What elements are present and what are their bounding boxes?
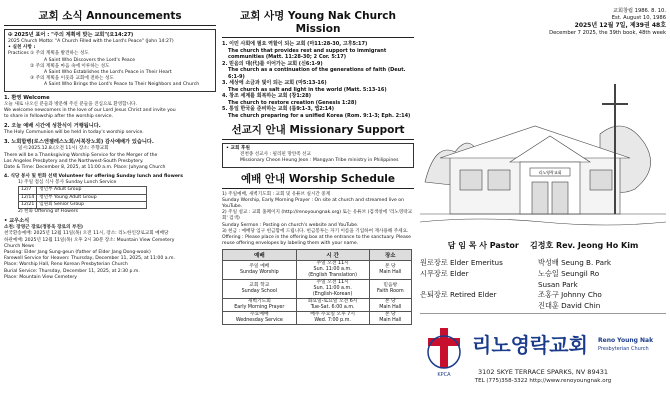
table-row: 주일 예배 Sunday Worship 주일 오전 11시 Sun. 11:00 a.m. (English Translation) 본 당 Main Hall [223,261,412,280]
church-sign: 리노영락교회 [538,170,562,175]
church-logo [420,313,666,383]
logo-english-2: Presbyterian Church [598,346,649,352]
mission-column [222,8,414,325]
table-row: 12/14 청년부 Young Adult Group [19,194,147,201]
kpca-label: KPCA [437,372,451,378]
missionary-box: • 교회 후원 전천종 선교사 : 필리핀 망얀족 선교 Missionary Cheon Heung Jeon : Mangyan Tribe ministry in Philippines [222,143,414,168]
list-item: 원로장로 Elder Emeritus 박성배 Seung B. Park [420,258,612,267]
logo-korean: 리노영락교회 [472,333,588,357]
table-row: 12/7 청년부 Adult Group [19,187,147,194]
item-welcome: 1. 환영 Welcome 오늘 새로 나오신 분들과 방문해 주신 분들을 진심으로 환영합니다. We welcome newcomers in the love of our Lord Jesus Christ and invite you to share in fellowship after the worship service. [4,94,176,119]
list-item: 3. 세상에 소금과 빛이 되는 교회 (마5:13-16) The church as salt and light in the world (Matt. 5:13-16) [222,80,387,93]
list-item: 1. 이민 사회에 필요 역할이 되는 교회 (마11:28-30, 고후5:17) The church that provides rest and support to immigrant communities (Matt. 11:28-30; 2 Cor. 5:17) [222,41,387,60]
table-row: 새벽기도회 Early Morning Prayer 화요일-토요일 오전 6시 Tue-Sat. 6:00 a.m. 본 당 Main Hall [223,299,412,312]
list-item: 시무장로 Elder 노승일 Seungil Ro [420,268,600,278]
motto-box [4,29,216,92]
elders-list [420,258,666,312]
practice-3-ko: ③ 주의 계획을 이웃과 교회에 전하는 성도 [30,76,114,82]
list-item: 은퇴장로 Retired Elder 조홍구 Johnny Cho [420,290,602,300]
list-item: 4. 창조 세계를 회복하는 교회 (창1:28) The church to restore creation (Genesis 1:28) [222,93,357,106]
logo-graphic [420,314,666,384]
item-church-news: • 교우소식 소천: 장영근 장로(정봉욱 장로의 부친) 천국환송예배: 2025년 12월 11일(목) 오전 11시, 장소: 리노한인장로교회 예배당 하관예배: 2025년 12월 11일(목) 오후 2시 30분 장소: Mountain View Cemetery Church News Passing: Elder Jang Sung-geun (father of Elder Jang Dong-wook) Farewell Service for Heaven: Thursday, December 11, 2025, at 11:00 a.m. Place: Worship Hall, Reno Korean Presbyterian Church Burial Service: Thursday, December 11, 2025, at 2:30 p.m. Place: Mountain View Cemetery [4,218,175,280]
practices-label-ko: • 실천 사항 : [8,45,36,51]
practice-3-en: A Saint Who Brings the Lord's Peace to Their Neighbors and Church [44,82,200,88]
practice-1-en: A Saint Who Discovers the Lord's Peace [44,57,136,63]
motto-english: 2025 Church Motto: "A Church Filled with the Lord's Peace" (John 14:27) [8,39,174,45]
worship-notes: 1) 주일예배, 새벽기도회 : 교회 및 유튜브 실시간 중계 Sunday Worship, Early Morning Prayer : On site at church and streamed live on YouTube. 2) 주일 설교 : 교회 홈페이지 (http://renoyoungnak.org) 또는 유튜브 (검색창에 '리노영락교회' 검색) Sunday Sermon : Posting on church's website and YouTube. 3) 헌금 : 예배당 입구 헌금함에 드립니다. 헌금봉투는 자기 이름을 기입하여 재사용해 주세요. Offering : Please place in the offering box at the entrance to the sanctuary. Please reuse offering envelopes by labeling them with your name. [222,191,413,247]
practice-2-en: A Saint Who Establishes the Lord's Peace in Their Heart [44,69,172,75]
cross-logo-icon [428,328,460,368]
publication-info: 교회창립 1986. 8. 10. Est. August 10, 1986 2025년 12월 7일, 제39권 48호 December 7 2025, the 39th book, 48th week [549,8,666,37]
mission-list [222,41,414,119]
missionary-title: 선교지 안내 Missionary Support [222,122,414,140]
lunch-table [18,186,147,209]
logo-english-1: Reno Young Nak [598,337,654,344]
pastor-name: 김정호 Rev. Jeong Ho Kim [529,241,639,250]
table-row: 12/21 임원회 Senior Group [19,201,147,208]
practices-label: Practices [8,51,29,57]
item-merger: 3. 노회합병(로스엔젤레스노회/서북장노회) 감사예배가 있습니다. 일시:2025.12.8.(오전 11시) 장소: 주향교회 There will be a Thanksgiving Worship Service for the Merger of the Los Angeles Presbytery and the Northwest-South Presbytery. Date & Time: December 8, 2025, at 11:00 a.m. Place: Juhyang Church [4,139,166,170]
table-row: 수요예배 Wednesday Service 매주 수요일 오후 7시 Wed. 7:00 p.m. 본 당 Main Hall [223,312,412,325]
table-row: 교회 학교 Sunday School 주일 오전 11시 Sun. 11:00 a.m. (English-Korean) 믿음방 Faith Room [223,280,412,299]
announcements-title: 교회 소식 Announcements [4,8,216,26]
item-communion: 2. 오늘 예배 시간에 성찬식이 거행됩니다. The Holy Communion will be held in today's worship service. [4,123,144,136]
list-item: 5. 통일 한국을 준비하는 교회 (롬9:1-3, 엡2:14) The church preparing for a unified Korea (Rom. 9:1-3; Eph. 2:14) [222,106,411,119]
practice-1-ko: ① 주의 계획을 발견하는 성도 [30,51,89,57]
announcements-column [4,8,216,281]
mission-title: 교회 사명 Young Nak Church Mission [222,8,414,38]
list-item: Susan Park [538,279,578,289]
list-item: 진대훈 David Chin [538,301,601,311]
church-illustration [420,64,666,232]
pastor-line [420,240,666,251]
item-volunteer: 4. 식당 봉사 및 헌화 선택 Volunteer for offering Sunday lunch and flowers 1) 주일 점심 식사 봉사 Sunday Lunch Service 12/7 청년부 Adult Group 12/14 청년부 Young Adult Group 12/21 임원회 Senior Group 2) 헌화 Offering of Flowers [4,174,183,214]
cover-column [420,8,666,404]
schedule-table: 예배 시 간 장소 주일 예배 Sunday Worship 주일 오전 11시 Sun. 11:00 a.m. (English Translation) 본 당 Main Hall 교회 학교 Sunday School 주일 오전 11시 Sun. 11:00 a.m. (English-Korean) 믿음방 Faith Room 새벽기도회 Early Morning Prayer 화요일-토요일 오전 6시 Tue-Sat. 6:00 a.m. 본 당 Main Hall 수요예배 Wednesday Service 매주 수요일 오후 7시 Wed. 7:00 p.m. 본 당 Main Hall [222,249,412,325]
worship-title: 예배 안내 Worship Schedule [222,171,414,189]
pastor-label: 담 임 목 사 Pastor [447,241,519,250]
practice-2-ko: ② 주의 계획을 마음 속에 이루하는 성도 [30,63,110,69]
motto-line: ✠ 2025년 표어 : "주의 계획에 맞는 교회"(요14:27) [8,32,134,38]
church-address: 3102 SKYE TERRACE SPARKS, NV 89431 [478,368,608,376]
list-item: 2. 믿음의 대(代)를 이어가는 교회 (신6:1-9) The church as a continuation of the generations of faith (Deut. 6:1-9) [222,60,406,80]
church-contact: TEL (775)358-3322 http://www.renoyoungnak.org [474,378,612,384]
